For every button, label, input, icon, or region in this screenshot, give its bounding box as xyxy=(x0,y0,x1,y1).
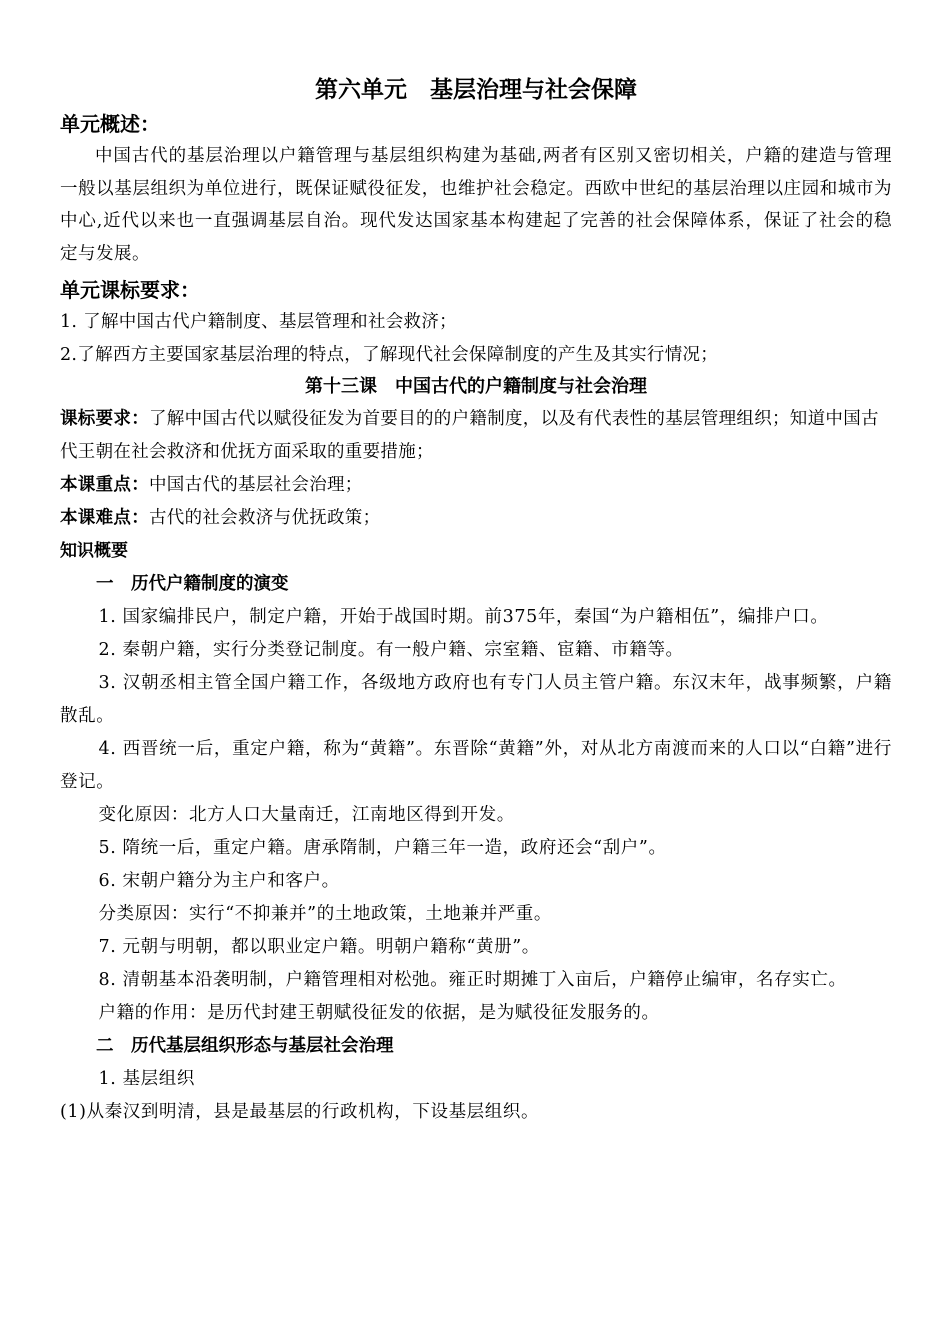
section1-item: 3. 汉朝丞相主管全国户籍工作，各级地方政府也有专门人员主管户籍。东汉末年，战事频繁，户籍散乱。 xyxy=(60,673,892,726)
overview-heading: 单元概述： xyxy=(60,112,160,136)
standard-requirement xyxy=(60,403,892,469)
section2-heading: 二 历代基层组织形态与基层社会治理 xyxy=(96,1036,394,1056)
section2-item: 1. 基层组织 xyxy=(98,1069,195,1089)
difficulty-label: 本课难点： xyxy=(60,508,149,528)
section1-item: 6. 宋朝户籍分为主户和客户。 xyxy=(98,871,340,891)
overview-paragraph: 中国古代的基层治理以户籍管理与基层组织构建为基础,两者有区别又密切相关，户籍的建造与管理一般以基层组织为单位进行，既保证赋役征发，也维护社会稳定。西欧中世纪的基层治理以庄园和城市为中心,近代以来也一直强调基层自治。现代发达国家基本构建起了完善的社会保障体系，保证了社会的稳定与发展。 xyxy=(60,146,892,264)
document-page xyxy=(60,72,892,1129)
knowledge-heading: 知识概要 xyxy=(60,541,128,561)
section1-item: 户籍的作用：是历代封建王朝赋役征发的依据，是为赋役征发服务的。 xyxy=(98,1003,660,1023)
difficulty-text: 古代的社会救济与优抚政策； xyxy=(149,508,381,528)
lesson-focus xyxy=(60,469,892,502)
requirements-heading: 单元课标要求： xyxy=(60,278,200,302)
section1-item: 5. 隋统一后，重定户籍。唐承隋制，户籍三年一造，政府还会“刮户”。 xyxy=(98,838,667,858)
standard-text: 了解中国古代以赋役征发为首要目的的户籍制度，以及有代表性的基层管理组织；知道中国古代王朝在社会救济和优抚方面采取的重要措施； xyxy=(60,409,879,462)
lesson-difficulty xyxy=(60,502,892,535)
lesson-title: 第十三课 中国古代的户籍制度与社会治理 xyxy=(305,376,647,397)
requirement-item: 1. 了解中国古代户籍制度、基层管理和社会救济； xyxy=(60,312,457,332)
section1-item: 变化原因：北方人口大量南迁，江南地区得到开发。 xyxy=(98,805,515,825)
standard-label: 课标要求： xyxy=(60,409,149,429)
section1-item: 7. 元朝与明朝，都以职业定户籍。明朝户籍称“黄册”。 xyxy=(98,937,540,957)
section1-heading: 一 历代户籍制度的演变 xyxy=(96,574,289,594)
section2-item: (1)从秦汉到明清，县是最基层的行政机构，下设基层组织。 xyxy=(60,1102,540,1122)
section1-item: 分类原因：实行“不抑兼并”的土地政策，土地兼并严重。 xyxy=(98,904,552,924)
section1-item: 4. 西晋统一后，重定户籍，称为“黄籍”。东晋除“黄籍”外，对从北方南渡而来的人口以“白籍”进行登记。 xyxy=(60,739,892,792)
section1-item: 8. 清朝基本沿袭明制，户籍管理相对松弛。雍正时期摊丁入亩后，户籍停止编审，名存实亡。 xyxy=(98,970,847,990)
section1-item: 1. 国家编排民户，制定户籍，开始于战国时期。前375年，秦国“为户籍相伍”，编排户口。 xyxy=(98,607,829,627)
focus-text: 中国古代的基层社会治理； xyxy=(149,475,363,495)
section1-item: 2. 秦朝户籍，实行分类登记制度。有一般户籍、宗室籍、宦籍、市籍等。 xyxy=(98,640,684,660)
unit-title: 第六单元 基层治理与社会保障 xyxy=(315,77,637,103)
requirement-item: 2.了解西方主要国家基层治理的特点，了解现代社会保障制度的产生及其实行情况； xyxy=(60,344,719,365)
focus-label: 本课重点： xyxy=(60,475,149,495)
